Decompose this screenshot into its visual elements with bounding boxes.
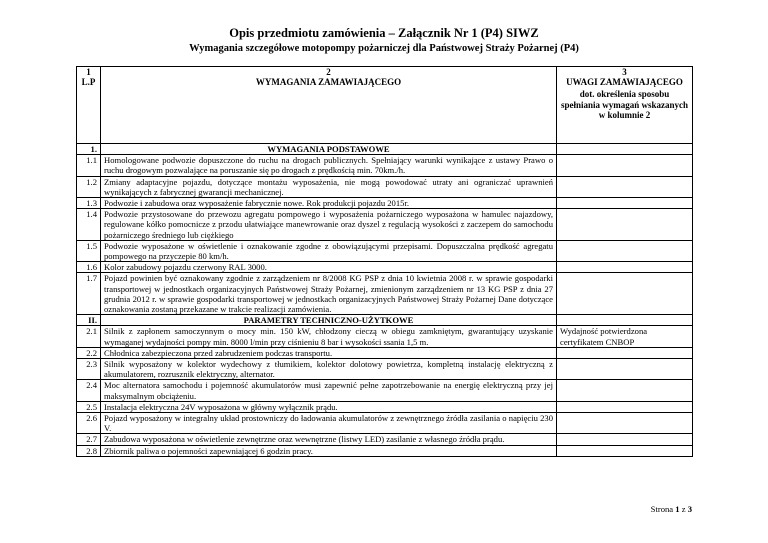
- row-note-cell: [557, 413, 693, 434]
- row-requirement-cell: Chłodnica zabezpieczona przed zabrudzeniem podczas transportu.: [101, 347, 557, 358]
- row-lp-cell: 1.3: [77, 198, 101, 209]
- row-lp-cell: 2.4: [77, 380, 101, 401]
- header-col1-label: L.P: [81, 77, 96, 88]
- page-total: 3: [687, 504, 692, 514]
- table-row: [77, 445, 693, 456]
- table-row: [77, 434, 693, 445]
- header-col3-label: UWAGI ZAMAWIAJĄCEGO: [566, 77, 683, 88]
- row-requirement-cell: Instalacja elektryczna 24V wyposażona w główny wyłącznik prądu.: [101, 401, 557, 412]
- row-note-cell: [557, 240, 693, 261]
- row-requirement-cell: WYMAGANIA PODSTAWOWE: [101, 144, 557, 155]
- row-requirement-cell: Pojazd wyposażony w integralny układ prostowniczy do ładowania akumulatorów z zewnętrznego źródła zasilania o napięciu 230 V.: [101, 413, 557, 434]
- header-col3-note: dot. określenia sposobu spełniania wymagań wskazanych w kolumnie 2: [560, 89, 689, 120]
- row-lp-cell: 1.6: [77, 262, 101, 273]
- table-row: [77, 401, 693, 412]
- table-row: [77, 273, 693, 315]
- row-lp-cell: 2.6: [77, 413, 101, 434]
- row-requirement-cell: Podwozie wyposażone w oświetlenie i oznakowanie zgodne z obowiązującymi przepisami. Dopuszczalna prędkość agregatu pompowego na przyczepie 80 km/h.: [101, 240, 557, 261]
- row-requirement-cell: PARAMETRY TECHNICZNO-UŻYTKOWE: [101, 315, 557, 326]
- page-of: z: [681, 504, 686, 514]
- header-col1-number: 1: [86, 67, 91, 77]
- row-requirement-cell: Podwozie przystosowane do przewozu agregatu pompowego i wyposażenia pożarniczego wyposażona w hamulec najazdowy, regulowane kółko pomocnicze z przodu ułatwiające manewrowanie oraz dyszel z regulacją wysokości z zaczepem do samochodu pożarniczego średniego lub ciężkiego: [101, 209, 557, 241]
- row-requirement-cell: Silnik wyposażony w kolektor wydechowy z tłumikiem, kolektor dolotowy powietrza, kompletną instalację elektryczną z akumulatorem, rozrusznik elektryczny, alternator.: [101, 359, 557, 380]
- table-row: [77, 380, 693, 401]
- page-current: 1: [675, 504, 680, 514]
- row-requirement-cell: Zmiany adaptacyjne pojazdu, dotyczące montażu wyposażenia, nie mogą powodować utraty ani ograniczać uprawnień wynikających z fabrycznej gwarancji mechanicznej.: [101, 176, 557, 197]
- row-lp-cell: 2.7: [77, 434, 101, 445]
- document-subtitle: Wymagania szczegółowe motopompy pożarniczej dla Państwowej Straży Pożarnej (P4): [189, 43, 579, 54]
- header-notes-cell: [557, 67, 693, 144]
- row-requirement-cell: Zabudowa wyposażona w oświetlenie zewnętrzne oraz wewnętrzne (listwy LED) zasilanie z własnego źródła prądu.: [101, 434, 557, 445]
- section-row: [77, 144, 693, 155]
- row-note-cell: [557, 155, 693, 176]
- row-note-cell: [557, 209, 693, 241]
- row-note-cell: [557, 262, 693, 273]
- page-number: [651, 504, 692, 514]
- row-requirement-cell: Podwozie i zabudowa oraz wyposażenie fabrycznie nowe. Rok produkcji pojazdu 2015r.: [101, 198, 557, 209]
- row-lp-cell: 1.: [77, 144, 101, 155]
- row-note-cell: [557, 273, 693, 315]
- row-note-cell: [557, 176, 693, 197]
- page-label: Strona: [650, 504, 674, 514]
- row-note-cell: [557, 347, 693, 358]
- row-lp-cell: 1.2: [77, 176, 101, 197]
- document-title: Opis przedmiotu zamówienia – Załącznik Nr 1 (P4) SIWZ: [229, 26, 539, 40]
- row-note-cell: [557, 380, 693, 401]
- row-note-cell: [557, 434, 693, 445]
- row-note-cell: Wydajność potwierdzona certyfikatem CNBOP: [557, 326, 693, 347]
- row-requirement-cell: Moc alternatora samochodu i pojemność akumulatorów musi zapewnić pełne zapotrzebowanie na energię elektryczną przy jej maksymalnym obciążeniu.: [101, 380, 557, 401]
- row-lp-cell: 2.8: [77, 445, 101, 456]
- row-lp-cell: 2.2: [77, 347, 101, 358]
- table-row: [77, 176, 693, 197]
- row-lp-cell: 2.1: [77, 326, 101, 347]
- header-col2-number: 2: [326, 67, 331, 77]
- header-col2-label: WYMAGANIA ZAMAWIAJĄCEGO: [255, 77, 402, 88]
- row-note-cell: [557, 445, 693, 456]
- row-requirement-cell: Zbiornik paliwa o pojemności zapewniającej 6 godzin pracy.: [101, 445, 557, 456]
- row-lp-cell: 1.1: [77, 155, 101, 176]
- row-note-cell: [557, 198, 693, 209]
- row-note-cell: [557, 359, 693, 380]
- row-requirement-cell: Homologowane podwozie dopuszczone do ruchu na drogach publicznych. Spełniający warunki wynikające z ustawy Prawo o ruchu drogowym pozwalające na poruszanie się po drogach z prędkością min. 70km./h.: [101, 155, 557, 176]
- row-lp-cell: 2.5: [77, 401, 101, 412]
- table-row: [77, 359, 693, 380]
- row-note-cell: [557, 401, 693, 412]
- row-requirement-cell: Kolor zabudowy pojazdu czerwony RAL 3000.: [101, 262, 557, 273]
- row-lp-cell: 2.3: [77, 359, 101, 380]
- table-header-row: [77, 67, 693, 144]
- section-row: [77, 315, 693, 326]
- table-row: [77, 326, 693, 347]
- table-row: [77, 347, 693, 358]
- row-note-cell: [557, 315, 693, 326]
- table-row: [77, 413, 693, 434]
- header-requirements-cell: [101, 67, 557, 144]
- row-lp-cell: 1.7: [77, 273, 101, 315]
- table-row: [77, 209, 693, 241]
- table-row: [77, 262, 693, 273]
- row-note-cell: [557, 144, 693, 155]
- header-col3-number: 3: [622, 67, 627, 77]
- requirements-table: [76, 66, 693, 457]
- row-lp-cell: 1.5: [77, 240, 101, 261]
- row-requirement-cell: Silnik z zapłonem samoczynnym o mocy min. 150 kW, chłodzony cieczą w obiegu zamkniętym, gwarantujący uzyskanie wymaganej wydajności pompy min. 8000 l/min przy ciśnieniu 8 bar i wysokości ssania 1,5 m.: [101, 326, 557, 347]
- table-row: [77, 155, 693, 176]
- row-requirement-cell: Pojazd powinien być oznakowany zgodnie z zarządzeniem nr 8/2008 KG PSP z dnia 10 kwietnia 2008 r. w sprawie gospodarki transportowej w jednostkach organizacyjnych Państwowej Straży Pożarnej, zmienionym zarządzeniem nr 13 KG PSP z dnia 27 grudnia 2012 r. w sprawie gospodarki transportowej w jednostkach organizacyjnych Państwowej Straży Pożarnej Dane dotyczące oznakowania zostaną przekazane w trakcie realizacji zamówienia.: [101, 273, 557, 315]
- table-row: [77, 198, 693, 209]
- row-lp-cell: 1.4: [77, 209, 101, 241]
- header-lp-cell: [77, 67, 101, 144]
- table-row: [77, 240, 693, 261]
- row-lp-cell: II.: [77, 315, 101, 326]
